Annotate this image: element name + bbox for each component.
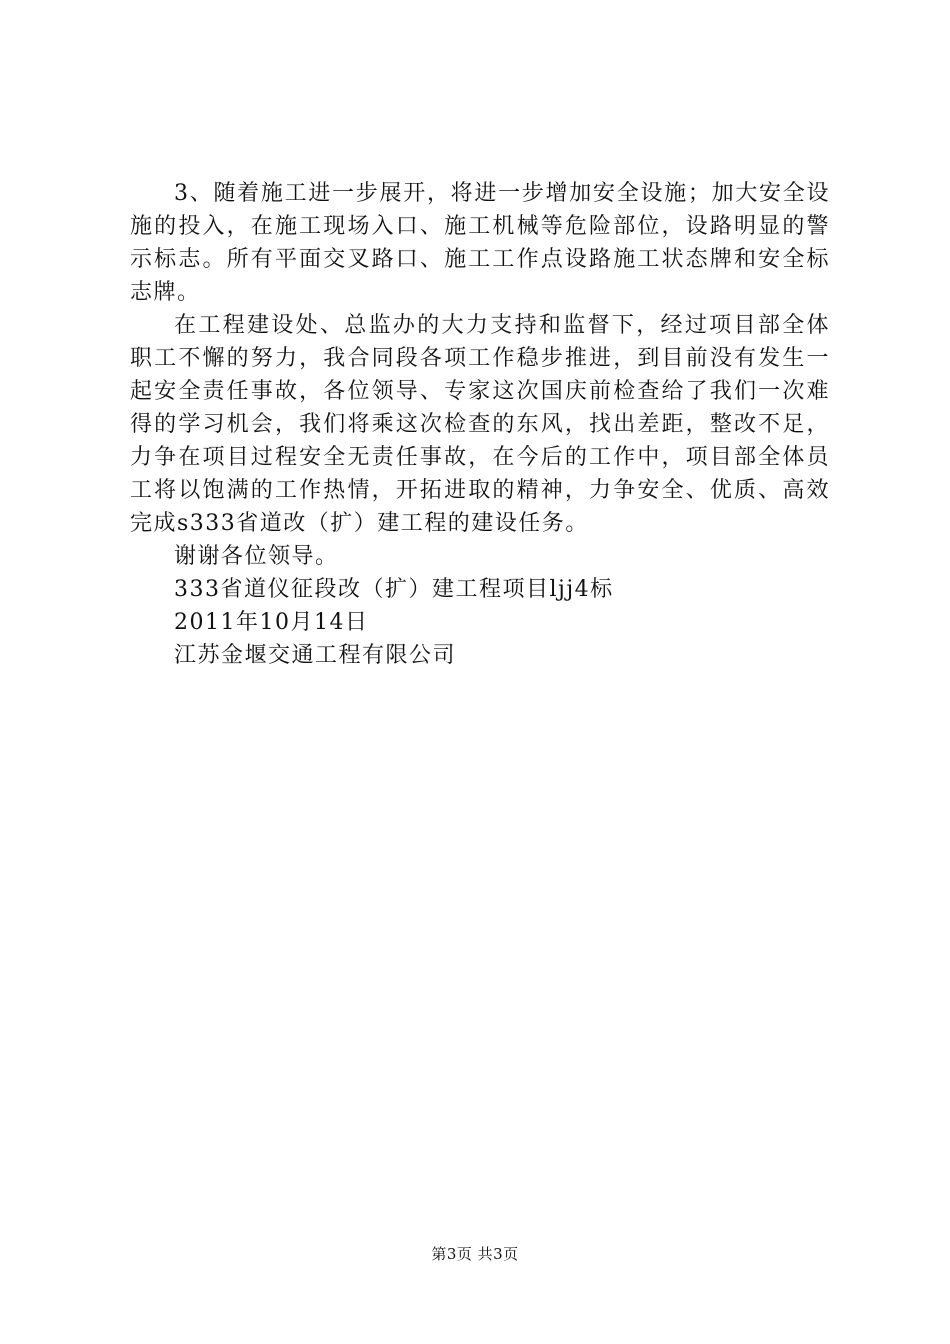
company-name: 江苏金堰交通工程有限公司	[174, 643, 457, 668]
document-body	[130, 177, 830, 672]
page-number-footer: 第3页 共3页	[431, 1245, 519, 1263]
paragraph-safety-measures: 3、随着施工进一步展开，将进一步增加安全设施；加大安全设施的投入，在施工现场入口、施工机械等危险部位，设路明显的警示标志。所有平面交叉路口、施工工作点设路施工状态牌和安全标志牌。	[130, 181, 830, 305]
closing-thanks: 谢谢各位领导。	[174, 544, 339, 569]
document-date: 2011年10月14日	[174, 610, 369, 635]
project-name: 333省道仪征段改（扩）建工程项目ljj4标	[174, 577, 614, 602]
paragraph-summary: 在工程建设处、总监办的大力支持和监督下，经过项目部全体职工不懈的努力，我合同段各项工作稳步推进，到目前没有发生一起安全责任事故，各位领导、专家这次国庆前检查给了我们一次难得的学习机会，我们将乘这次检查的东风，找出差距，整改不足，力争在项目过程安全无责任事故，在今后的工作中，项目部全体员工将以饱满的工作热情，开拓进取的精神，力争安全、优质、高效完成s333省道改（扩）建工程的建设任务。	[130, 313, 830, 536]
